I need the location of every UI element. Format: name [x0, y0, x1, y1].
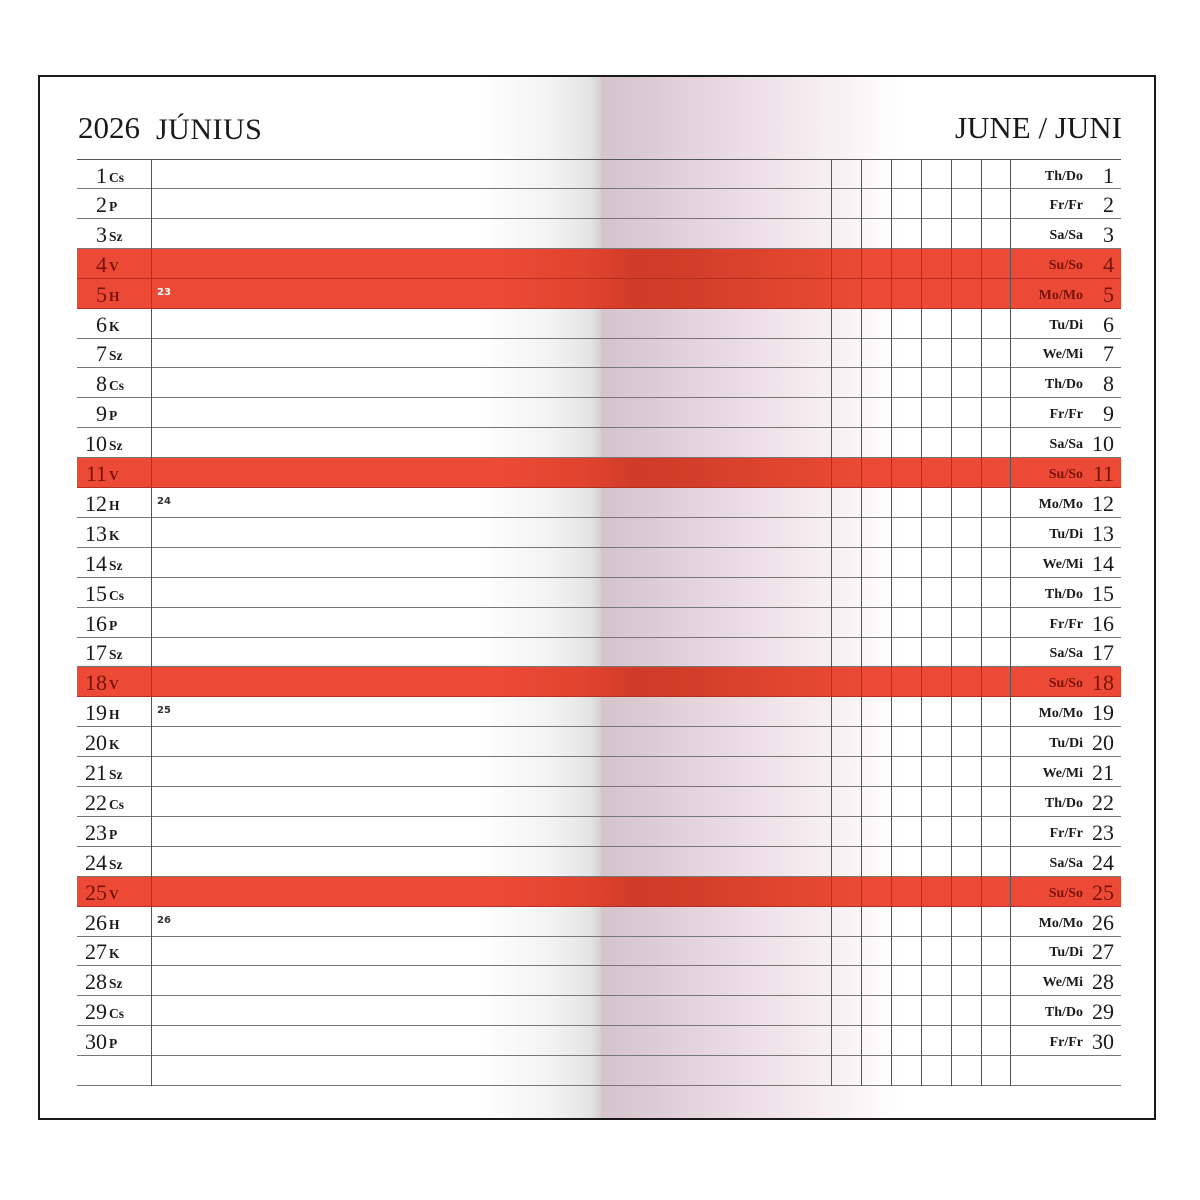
- day-number: 24: [85, 849, 107, 875]
- english-german-weekday: Fr/Fr: [1049, 1035, 1083, 1051]
- day-row[interactable]: [77, 428, 1121, 458]
- day-number: 6: [96, 311, 107, 337]
- english-german-day-cell: [1009, 249, 1121, 278]
- day-row[interactable]: [77, 578, 1121, 608]
- hungarian-weekday: Sz: [109, 976, 123, 992]
- english-german-weekday: Sa/Sa: [1049, 227, 1083, 243]
- hungarian-weekday: K: [109, 737, 120, 753]
- day-number-right: 16: [1092, 610, 1114, 636]
- day-row[interactable]: [77, 1026, 1121, 1056]
- hungarian-weekday: P: [109, 617, 118, 633]
- day-row[interactable]: [77, 847, 1121, 877]
- day-row[interactable]: [77, 249, 1121, 279]
- hungarian-day-cell: [77, 787, 150, 816]
- day-number-right: 28: [1092, 969, 1114, 995]
- day-number-right: 1: [1103, 163, 1114, 188]
- hungarian-weekday: K: [109, 946, 120, 962]
- month-title-hungarian: JÚNIUS: [156, 113, 263, 146]
- hungarian-day-cell: [77, 189, 150, 218]
- day-row[interactable]: [77, 757, 1121, 787]
- day-number-right: 13: [1092, 520, 1114, 546]
- english-german-weekday: Th/Do: [1044, 795, 1083, 811]
- day-number: 2: [96, 191, 107, 217]
- day-number: 26: [85, 909, 107, 935]
- day-number: 21: [85, 760, 107, 785]
- hungarian-day-cell: [77, 936, 150, 965]
- day-number-right: 7: [1103, 341, 1114, 367]
- day-row[interactable]: [77, 936, 1121, 966]
- english-german-day-cell: [1009, 667, 1121, 696]
- hungarian-weekday: Cs: [109, 1006, 125, 1022]
- day-number: 19: [85, 700, 107, 726]
- english-german-day-cell: [1009, 279, 1121, 308]
- hungarian-day-cell: [77, 907, 150, 936]
- english-german-weekday: Fr/Fr: [1049, 407, 1083, 423]
- day-number-right: 14: [1092, 550, 1114, 576]
- hungarian-day-cell: [77, 608, 150, 637]
- english-german-weekday: Tu/Di: [1049, 526, 1083, 542]
- day-number: 9: [96, 401, 107, 427]
- checkbox-column-divider: [921, 159, 922, 1086]
- day-row[interactable]: [77, 697, 1121, 727]
- checkbox-column-divider: [951, 159, 952, 1086]
- day-number-right: 10: [1092, 431, 1114, 457]
- english-german-day-cell: [1009, 996, 1121, 1025]
- hungarian-day-cell: [77, 1056, 150, 1085]
- day-number-right: 12: [1092, 490, 1114, 516]
- english-german-weekday: Th/Do: [1044, 377, 1083, 393]
- day-number-right: 25: [1092, 879, 1114, 905]
- english-german-day-cell: [1009, 608, 1121, 637]
- english-german-day-cell: [1009, 338, 1121, 367]
- day-row[interactable]: [77, 219, 1121, 249]
- day-number: 22: [85, 789, 107, 815]
- hungarian-weekday: Sz: [109, 767, 123, 782]
- hungarian-weekday: Sz: [109, 348, 123, 364]
- hungarian-weekday: Sz: [109, 438, 123, 454]
- hungarian-day-cell: [77, 877, 150, 906]
- day-row[interactable]: [77, 787, 1121, 817]
- day-number-right: 2: [1103, 191, 1114, 217]
- english-german-weekday: Th/Do: [1044, 1005, 1083, 1021]
- day-number-right: 26: [1092, 909, 1114, 935]
- english-german-day-cell: [1009, 458, 1121, 487]
- day-number: 17: [85, 640, 107, 666]
- day-number-right: 8: [1103, 371, 1114, 397]
- hungarian-day-cell: [77, 727, 150, 756]
- day-number: 8: [96, 371, 107, 397]
- hungarian-day-cell: [77, 757, 150, 786]
- day-number-right: 24: [1092, 849, 1114, 875]
- hungarian-day-cell: [77, 996, 150, 1025]
- day-number: 20: [85, 730, 107, 756]
- day-number: 11: [85, 461, 107, 486]
- english-german-weekday: Su/So: [1048, 885, 1083, 901]
- hungarian-weekday: V: [109, 468, 119, 483]
- english-german-day-cell: [1009, 847, 1121, 876]
- checkbox-column-divider: [831, 159, 832, 1086]
- hungarian-weekday: Cs: [109, 796, 125, 812]
- hungarian-weekday: V: [109, 677, 119, 693]
- day-row[interactable]: [77, 338, 1121, 368]
- english-german-weekday: Sa/Sa: [1049, 437, 1083, 453]
- english-german-day-cell: [1009, 877, 1121, 906]
- week-number-mark: 26: [157, 914, 171, 926]
- day-row[interactable]: [77, 608, 1121, 638]
- day-row[interactable]: [77, 996, 1121, 1026]
- hungarian-weekday: Cs: [109, 587, 125, 603]
- day-number-right: 22: [1092, 789, 1114, 815]
- day-number: 1: [96, 163, 107, 188]
- english-german-day-cell: [1009, 907, 1121, 936]
- hungarian-day-cell: [77, 398, 150, 427]
- day-number-right: 3: [1103, 221, 1114, 247]
- week-number-mark: 23: [157, 286, 171, 298]
- week-number-mark: 25: [157, 705, 171, 717]
- year-label: 2026: [78, 110, 140, 145]
- day-number: 14: [85, 550, 107, 576]
- day-number-right: 30: [1092, 1029, 1114, 1055]
- day-number-right: 23: [1092, 819, 1114, 845]
- hungarian-day-cell: [77, 966, 150, 995]
- english-german-weekday: Su/So: [1048, 676, 1083, 692]
- day-number: 5: [96, 281, 107, 307]
- hungarian-day-cell: [77, 1026, 150, 1055]
- day-row[interactable]: [77, 966, 1121, 996]
- day-number-right: 15: [1092, 580, 1114, 606]
- day-number: 7: [96, 341, 107, 367]
- day-number: 23: [85, 819, 107, 845]
- english-german-weekday: Mo/Mo: [1038, 287, 1083, 303]
- day-number: 30: [85, 1029, 107, 1055]
- english-german-day-cell: [1009, 817, 1121, 846]
- english-german-weekday: Fr/Fr: [1049, 197, 1083, 213]
- day-row[interactable]: [77, 548, 1121, 578]
- day-number: 25: [85, 879, 107, 905]
- english-german-day-cell: [1009, 428, 1121, 457]
- hungarian-day-cell: [77, 488, 150, 517]
- hungarian-day-cell: [77, 578, 150, 607]
- day-number: 28: [85, 969, 107, 995]
- english-german-weekday: Sa/Sa: [1049, 646, 1083, 662]
- day-number-right: 19: [1092, 700, 1114, 726]
- english-german-weekday: Mo/Mo: [1038, 915, 1083, 931]
- checkbox-column-divider: [861, 159, 862, 1086]
- hungarian-day-cell: [77, 458, 150, 487]
- english-german-day-cell: [1009, 368, 1121, 397]
- day-number-right: 11: [1092, 461, 1114, 486]
- hungarian-weekday: Cs: [109, 378, 125, 394]
- day-row[interactable]: [77, 279, 1121, 309]
- hungarian-weekday: K: [109, 527, 120, 543]
- hungarian-weekday: P: [109, 826, 118, 842]
- day-row[interactable]: [77, 637, 1121, 667]
- hungarian-day-cell: [77, 249, 150, 278]
- english-german-weekday: Tu/Di: [1049, 736, 1083, 752]
- checkbox-column-divider: [1010, 159, 1011, 1086]
- day-row[interactable]: [77, 309, 1121, 339]
- english-german-day-cell: [1009, 757, 1121, 786]
- hungarian-weekday: P: [109, 1036, 118, 1052]
- english-german-weekday: Mo/Mo: [1038, 706, 1083, 722]
- english-german-weekday: Mo/Mo: [1038, 496, 1083, 512]
- english-german-weekday: We/Mi: [1042, 347, 1083, 363]
- hungarian-day-cell: [77, 697, 150, 726]
- hungarian-weekday: Sz: [109, 557, 123, 573]
- hungarian-day-cell: [77, 817, 150, 846]
- day-number: 10: [85, 431, 107, 457]
- english-german-day-cell: [1009, 488, 1121, 517]
- day-number-right: 6: [1103, 311, 1114, 337]
- day-row[interactable]: [77, 727, 1121, 757]
- day-number: 12: [85, 490, 107, 516]
- english-german-day-cell: [1009, 697, 1121, 726]
- english-german-day-cell: [1009, 1026, 1121, 1055]
- english-german-weekday: Th/Do: [1044, 169, 1083, 184]
- hungarian-day-cell: [77, 309, 150, 338]
- english-german-day-cell: [1009, 398, 1121, 427]
- hungarian-weekday: H: [109, 497, 120, 513]
- english-german-weekday: We/Mi: [1042, 766, 1083, 781]
- english-german-day-cell: [1009, 787, 1121, 816]
- day-row[interactable]: [77, 667, 1121, 697]
- hungarian-day-cell: [77, 428, 150, 457]
- hungarian-day-cell: [77, 338, 150, 367]
- english-german-weekday: Su/So: [1048, 257, 1083, 273]
- hungarian-weekday: Cs: [109, 170, 125, 185]
- day-number-right: 9: [1103, 401, 1114, 427]
- hungarian-day-cell: [77, 548, 150, 577]
- hungarian-day-cell: [77, 637, 150, 666]
- day-row[interactable]: [77, 907, 1121, 937]
- day-row[interactable]: [77, 518, 1121, 548]
- day-number-right: 17: [1092, 640, 1114, 666]
- hungarian-weekday: H: [109, 288, 120, 304]
- checkbox-column-divider: [981, 159, 982, 1086]
- day-number-right: 21: [1092, 760, 1114, 785]
- day-number-right: 29: [1092, 999, 1114, 1025]
- day-row[interactable]: [77, 488, 1121, 518]
- english-german-weekday: Tu/Di: [1049, 317, 1083, 333]
- day-row[interactable]: [77, 458, 1121, 488]
- day-number: 13: [85, 520, 107, 546]
- month-title-english-german: JUNE / JUNI: [954, 110, 1122, 145]
- day-number-right: 20: [1092, 730, 1114, 756]
- day-number: 16: [85, 610, 107, 636]
- hungarian-weekday: P: [109, 408, 118, 424]
- hungarian-day-cell: [77, 667, 150, 696]
- hungarian-day-cell: [77, 518, 150, 547]
- english-german-weekday: Fr/Fr: [1049, 616, 1083, 632]
- english-german-day-cell: [1009, 966, 1121, 995]
- english-german-weekday: Th/Do: [1044, 586, 1083, 602]
- day-number: 3: [96, 221, 107, 247]
- hungarian-weekday: P: [109, 198, 118, 214]
- english-german-weekday: We/Mi: [1042, 975, 1083, 991]
- english-german-weekday: Fr/Fr: [1049, 825, 1083, 841]
- english-german-day-cell: [1009, 189, 1121, 218]
- date-column-divider: [151, 159, 152, 1086]
- day-number-right: 18: [1092, 670, 1114, 696]
- week-number-mark: 24: [157, 495, 171, 507]
- day-row[interactable]: [77, 189, 1121, 219]
- english-german-day-cell: [1009, 637, 1121, 666]
- day-number: 27: [85, 939, 107, 965]
- day-row[interactable]: [77, 817, 1121, 847]
- english-german-day-cell: [1009, 219, 1121, 248]
- english-german-day-cell: [1009, 936, 1121, 965]
- english-german-day-cell: [1009, 1056, 1121, 1085]
- hungarian-weekday: V: [109, 886, 119, 902]
- english-german-day-cell: [1009, 518, 1121, 547]
- english-german-day-cell: [1009, 578, 1121, 607]
- hungarian-weekday: H: [109, 707, 120, 723]
- day-row[interactable]: [77, 368, 1121, 398]
- hungarian-weekday: Sz: [109, 228, 123, 244]
- hungarian-weekday: Sz: [109, 856, 123, 872]
- hungarian-day-cell: [77, 160, 150, 189]
- day-number-right: 4: [1103, 251, 1114, 277]
- day-row[interactable]: [77, 1056, 1121, 1086]
- day-row[interactable]: [77, 398, 1121, 428]
- hungarian-day-cell: [77, 279, 150, 308]
- hungarian-weekday: Sz: [109, 647, 123, 663]
- day-number: 15: [85, 580, 107, 606]
- english-german-weekday: Sa/Sa: [1049, 855, 1083, 871]
- english-german-weekday: Su/So: [1048, 467, 1083, 482]
- day-number: 18: [85, 670, 107, 696]
- english-german-day-cell: [1009, 727, 1121, 756]
- hungarian-day-cell: [77, 219, 150, 248]
- english-german-day-cell: [1009, 548, 1121, 577]
- checkbox-column-divider: [891, 159, 892, 1086]
- day-number: 4: [96, 251, 107, 277]
- hungarian-day-cell: [77, 368, 150, 397]
- day-row[interactable]: [77, 877, 1121, 907]
- hungarian-weekday: V: [109, 258, 119, 274]
- day-number: 29: [85, 999, 107, 1025]
- day-number-right: 27: [1092, 939, 1114, 965]
- english-german-weekday: We/Mi: [1042, 556, 1083, 572]
- hungarian-weekday: H: [109, 916, 120, 932]
- hungarian-weekday: K: [109, 318, 120, 334]
- english-german-day-cell: [1009, 309, 1121, 338]
- day-row[interactable]: [77, 159, 1121, 189]
- english-german-day-cell: [1009, 160, 1121, 189]
- hungarian-day-cell: [77, 847, 150, 876]
- english-german-weekday: Tu/Di: [1049, 945, 1083, 961]
- day-number-right: 5: [1103, 281, 1114, 307]
